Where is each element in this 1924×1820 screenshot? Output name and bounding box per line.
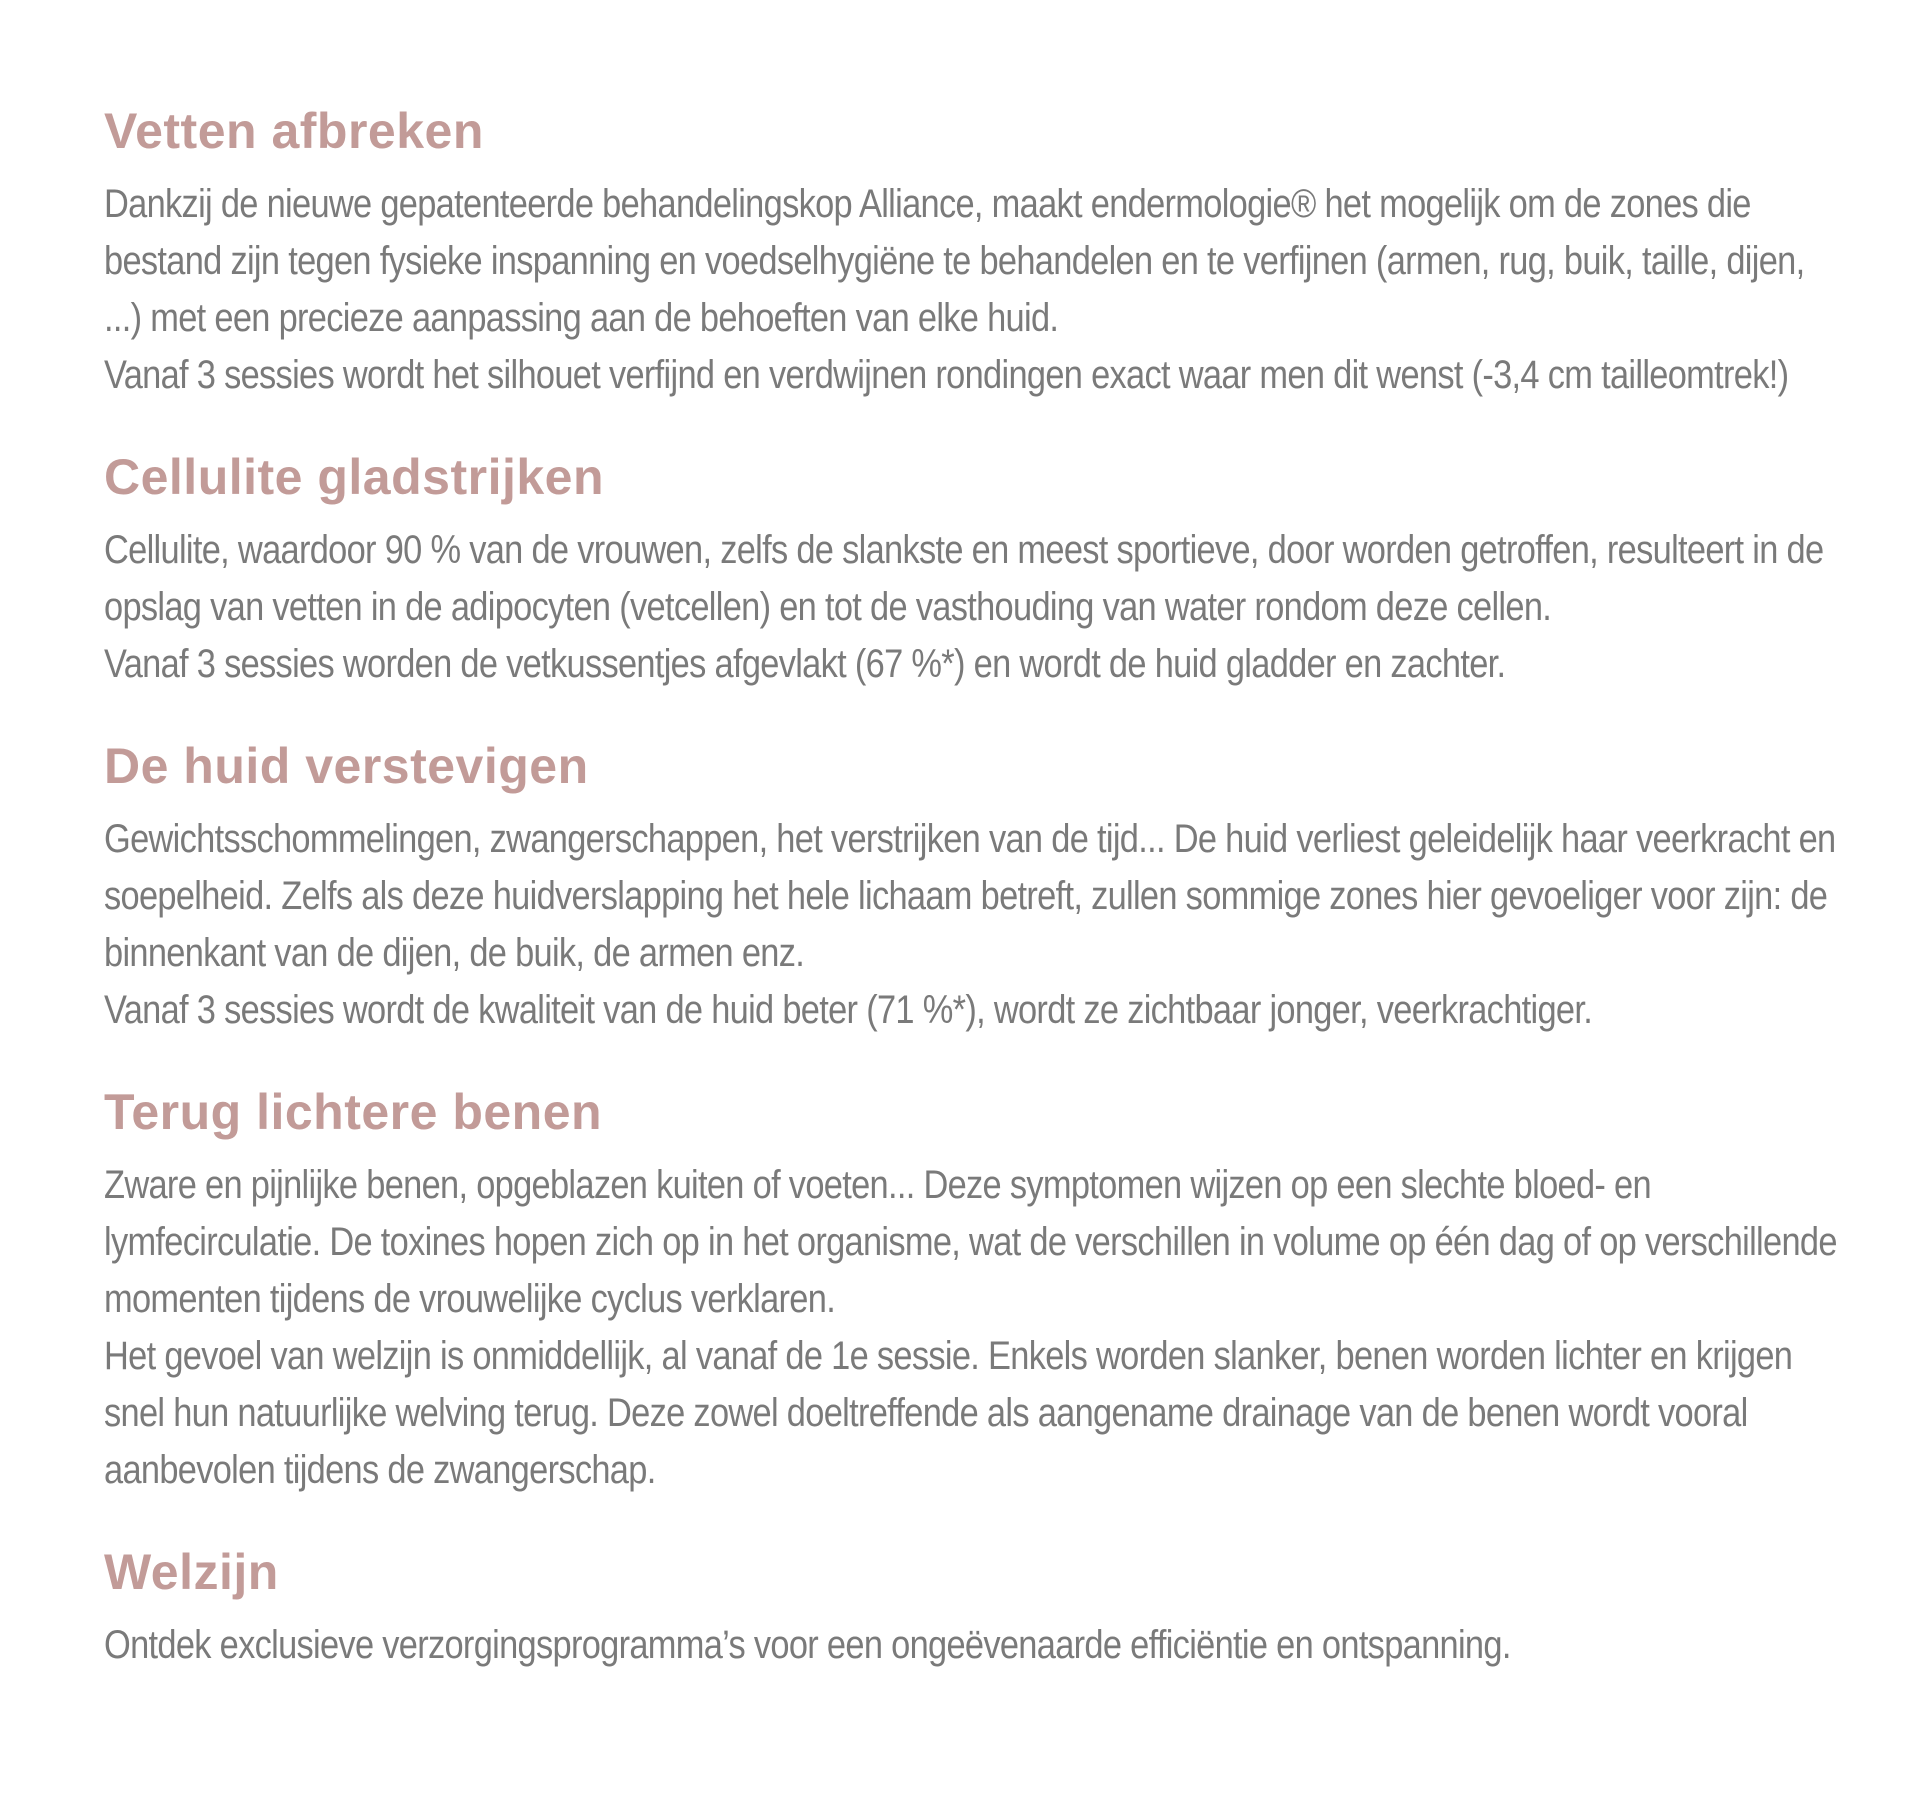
section-paragraph: Ontdek exclusieve verzorgingsprogramma’s voor een ongeëvenaarde efficiëntie en ontspanning. (104, 1623, 1511, 1667)
section-heading: Welzijn (104, 1544, 279, 1600)
section-welzijn (104, 1537, 1844, 1674)
section-paragraph: Zware en pijnlijke benen, opgeblazen kuiten of voeten... Deze symptomen wijzen op een slechte bloed- en lymfecirculatie. De toxines hopen zich op in het organisme, wat de verschillen in volume op één dag of op verschillende momenten tijdens de vrouwelijke cyclus verklaren. (104, 1163, 1837, 1321)
section-paragraph: Vanaf 3 sessies wordt het silhouet verfijnd en verdwijnen rondingen exact waar men dit wenst (-3,4 cm tailleomtrek!) (104, 353, 1789, 397)
section-paragraph: Cellulite, waardoor 90 % van de vrouwen, zelfs de slankste en meest sportieve, door worden getroffen, resulteert in de opslag van vetten in de adipocyten (vetcellen) en tot de vasthouding van water rondom deze cellen. (104, 528, 1824, 629)
section-cellulite-gladstrijken (104, 442, 1844, 693)
section-heading: Vetten afbreken (104, 103, 484, 159)
section-heading: De huid verstevigen (104, 738, 589, 794)
section-paragraph: Het gevoel van welzijn is onmiddellijk, al vanaf de 1e sessie. Enkels worden slanker, benen worden lichter en krijgen snel hun natuurlijke welving terug. Deze zowel doeltreffende als aangename drainage van de benen wordt vooral aanbevolen tijdens de zwangerschap. (104, 1334, 1793, 1492)
section-heading: Terug lichtere benen (104, 1084, 603, 1140)
document-page (104, 96, 1844, 1712)
section-paragraph: Vanaf 3 sessies wordt de kwaliteit van de huid beter (71 %*), wordt ze zichtbaar jonger, veerkrachtiger. (104, 988, 1593, 1032)
section-heading: Cellulite gladstrijken (104, 449, 605, 505)
section-de-huid-verstevigen (104, 731, 1844, 1039)
section-vetten-afbreken (104, 96, 1844, 404)
section-paragraph: Dankzij de nieuwe gepatenteerde behandelingskop Alliance, maakt endermologie® het mogelijk om de zones die bestand zijn tegen fysieke inspanning en voedselhygiëne te behandelen en te verfijnen (armen, rug, buik, taille, dijen, ...) met een precieze aanpassing aan de behoeften van elke huid. (104, 182, 1805, 340)
section-terug-lichtere-benen (104, 1077, 1844, 1499)
section-paragraph: Gewichtsschommelingen, zwangerschappen, het verstrijken van de tijd... De huid verliest geleidelijk haar veerkracht en soepelheid. Zelfs als deze huidverslapping het hele lichaam betreft, zullen sommige zones hier gevoeliger voor zijn: de binnenkant van de dijen, de buik, de armen enz. (104, 817, 1836, 975)
section-paragraph: Vanaf 3 sessies worden de vetkussentjes afgevlakt (67 %*) en wordt de huid gladder en zachter. (104, 642, 1506, 686)
